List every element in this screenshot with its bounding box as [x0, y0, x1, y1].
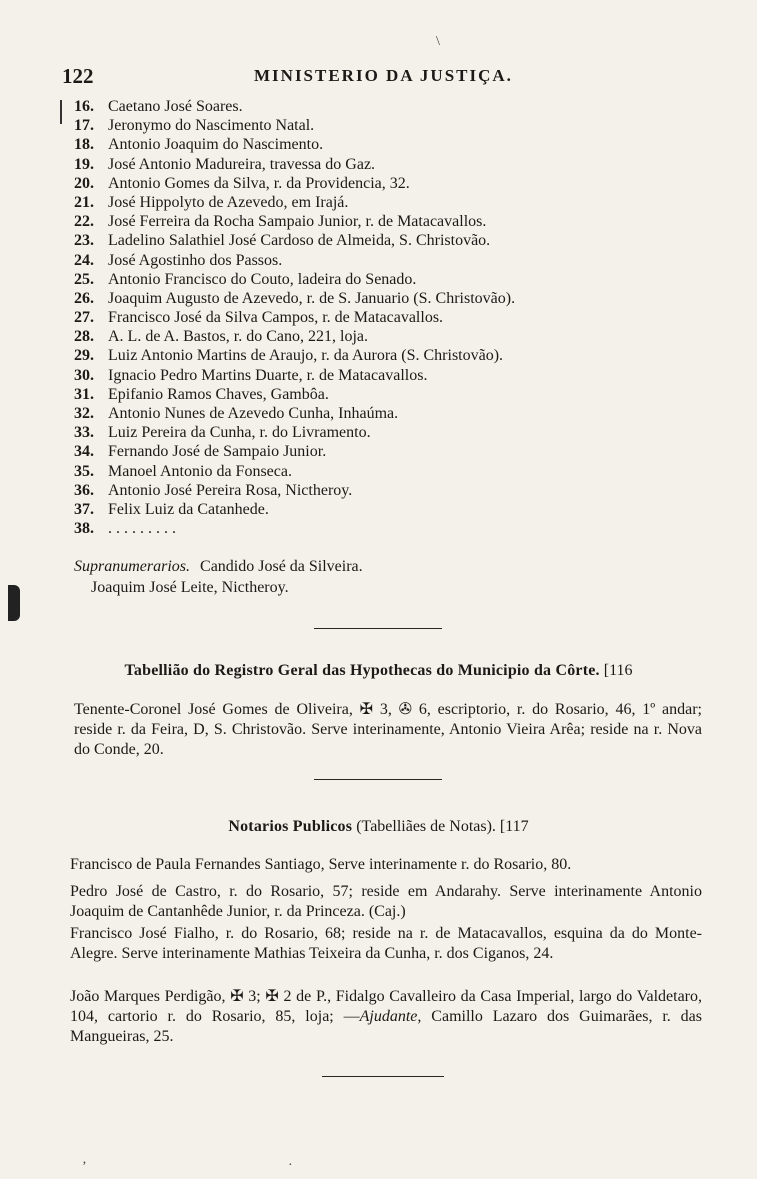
- list-item-number: 20.: [74, 174, 94, 192]
- list-item-text: Joaquim Augusto de Azevedo, r. de S. Januario (S. Christovão).: [108, 289, 516, 307]
- notario-entry: Francisco José Fialho, r. do Rosario, 68; reside na r. de Matacavallos, esquina da do Monte-Alegre. Serve interinamente Mathias Teixeira da Cunha, r. dos Ciganos, 24.: [70, 925, 702, 962]
- registro-entry: Tenente-Coronel José Gomes de Oliveira, ✠ 3, ✇ 6, escriptorio, r. do Rosario, 46, 1º andar; reside r. da Feira, D, S. Christovão. Serve interinamente, Antonio Vieira Arêa; reside na r. Nova do Conde, 20.: [74, 701, 702, 758]
- list-item-text: A. L. de A. Bastos, r. do Cano, 221, loja.: [108, 328, 368, 346]
- margin-bracket: [60, 100, 62, 124]
- list-item: [74, 519, 714, 538]
- list-item-text: Ladelino Salathiel José Cardoso de Almeida, S. Christovão.: [108, 232, 491, 250]
- list-item-text: Antonio José Pereira Rosa, Nictheroy.: [108, 481, 353, 499]
- list-item-text: José Ferreira da Rocha Sampaio Junior, r. de Matacavallos.: [108, 213, 487, 231]
- stray-mark: \: [436, 34, 440, 49]
- stray-mark: ‚: [82, 1152, 87, 1167]
- list-item: [74, 155, 714, 174]
- notario-entry: [70, 987, 702, 1047]
- section-title-text: Tabellião do Registro Geral das Hypothecas do Municipio da Côrte.: [124, 662, 600, 679]
- list-item: [74, 193, 714, 212]
- list-item: [74, 231, 714, 250]
- list-item-text: Jeronymo do Nascimento Natal.: [108, 117, 315, 135]
- list-item: [74, 462, 714, 481]
- supranumerario-name: Joaquim José Leite, Nictheroy.: [91, 579, 289, 596]
- page-header: [62, 64, 702, 90]
- list-item-number: 24.: [74, 251, 94, 269]
- list-item-number: 23.: [74, 232, 94, 250]
- list-item-number: 27.: [74, 309, 94, 327]
- list-item: [74, 116, 714, 135]
- margin-ink-mark: [8, 585, 20, 621]
- list-item: [74, 289, 714, 308]
- section-title-registro: [0, 662, 757, 680]
- section-title-notarios: [0, 818, 757, 836]
- list-item: [74, 346, 714, 365]
- list-item-text: Antonio Gomes da Silva, r. da Providencia, 32.: [108, 174, 410, 192]
- list-item: [74, 500, 714, 519]
- list-item-number: 38.: [74, 520, 94, 538]
- list-item-text: Antonio Nunes de Azevedo Cunha, Inhaúma.: [108, 405, 399, 422]
- list-item-number: 33.: [74, 424, 94, 442]
- list-item-text: Antonio Joaquim do Nascimento.: [108, 136, 324, 154]
- list-item-number: 35.: [74, 462, 94, 480]
- stray-mark: ·: [288, 1158, 293, 1173]
- list-item-number: 31.: [74, 385, 94, 403]
- list-item-number: 18.: [74, 136, 94, 154]
- list-item-number: 28.: [74, 328, 94, 346]
- notario-entry-main: João Marques Perdigão, ✠ 3; ✠ 2 de P., Fidalgo Cavalleiro da Casa Imperial, largo do Valdetaro, 104, cartorio r. do Rosario, 85, loja; —: [70, 988, 702, 1025]
- list-item-number: 30.: [74, 366, 94, 384]
- list-item-number: 36.: [74, 481, 94, 499]
- list-item: [74, 251, 714, 270]
- list-item-text: Antonio Francisco do Couto, ladeira do Senado.: [108, 270, 417, 288]
- list-item: [74, 97, 714, 116]
- list-item-text: Manoel Antonio da Fonseca.: [108, 462, 292, 480]
- list-item-text: Luiz Antonio Martins de Araujo, r. da Aurora (S. Christovão).: [108, 347, 504, 365]
- list-item-text: Francisco José da Silva Campos, r. de Matacavallos.: [108, 309, 444, 327]
- supranumerario-name: Candido José da Silveira.: [200, 558, 363, 575]
- list-item-text: Felix Luiz da Catanhede.: [108, 500, 269, 518]
- list-item-number: 34.: [74, 443, 94, 461]
- list-item: [74, 135, 714, 154]
- page-number: 122: [62, 64, 94, 88]
- notario-entry: Pedro José de Castro, r. do Rosario, 57; reside em Andarahy. Serve interinamente Antonio Joaquim de Cantanhêde Junior, r. da Princeza. (Caj.): [70, 883, 702, 920]
- section-ref: [116: [603, 662, 633, 679]
- list-item: [74, 404, 714, 423]
- section-title-text: Notarios Publicos: [228, 818, 353, 835]
- list-item-text: Fernando José de Sampaio Junior.: [108, 443, 327, 461]
- list-item-text: . . . . . . . . .: [108, 520, 176, 538]
- list-item-text: José Agostinho dos Passos.: [108, 251, 283, 269]
- list-item-number: 32.: [74, 405, 94, 422]
- list-item-number: 19.: [74, 155, 94, 173]
- supranumerarios-block: [74, 556, 363, 598]
- section-subtitle: (Tabelliães de Notas).: [356, 818, 496, 835]
- list-item-text: José Antonio Madureira, travessa do Gaz.: [108, 155, 376, 173]
- list-item: [74, 442, 714, 461]
- divider: [314, 779, 442, 780]
- list-item-number: 26.: [74, 289, 94, 307]
- list-item-number: 17.: [74, 117, 94, 135]
- divider: [322, 1076, 444, 1077]
- list-item-text: Caetano José Soares.: [108, 98, 243, 115]
- list-item: [74, 212, 714, 231]
- list-item-number: 16.: [74, 98, 94, 115]
- list-item: [74, 308, 714, 327]
- running-title: MINISTERIO DA JUSTIÇA.: [254, 66, 513, 85]
- list-item: [74, 327, 714, 346]
- list-item-text: Ignacio Pedro Martins Duarte, r. de Matacavallos.: [108, 366, 428, 384]
- supranumerarios-label: Supranumerarios.: [74, 558, 191, 575]
- list-item: [74, 481, 714, 500]
- numbered-list: [74, 97, 714, 538]
- notario-entry-role: Ajudante,: [359, 1008, 422, 1025]
- list-item: [74, 174, 714, 193]
- list-item: [74, 385, 714, 404]
- list-item: [74, 270, 714, 289]
- list-item-text: Epifanio Ramos Chaves, Gambôa.: [108, 385, 329, 403]
- list-item: [74, 366, 714, 385]
- list-item-number: 25.: [74, 270, 94, 288]
- list-item-number: 29.: [74, 347, 94, 365]
- notario-entry: Francisco de Paula Fernandes Santiago, Serve interinamente r. do Rosario, 80.: [70, 856, 572, 873]
- list-item-number: 21.: [74, 193, 94, 211]
- notario-entry-tail: Camillo Lazaro dos Guimarães, r. das Mangueiras, 25.: [70, 1008, 703, 1045]
- list-item-text: José Hippolyto de Azevedo, em Irajá.: [108, 193, 349, 211]
- list-item-number: 37.: [74, 500, 94, 518]
- list-item-number: 22.: [74, 213, 94, 231]
- section-ref: [117: [499, 818, 529, 835]
- list-item-text: Luiz Pereira da Cunha, r. do Livramento.: [108, 424, 371, 442]
- divider: [314, 628, 442, 629]
- list-item: [74, 423, 714, 442]
